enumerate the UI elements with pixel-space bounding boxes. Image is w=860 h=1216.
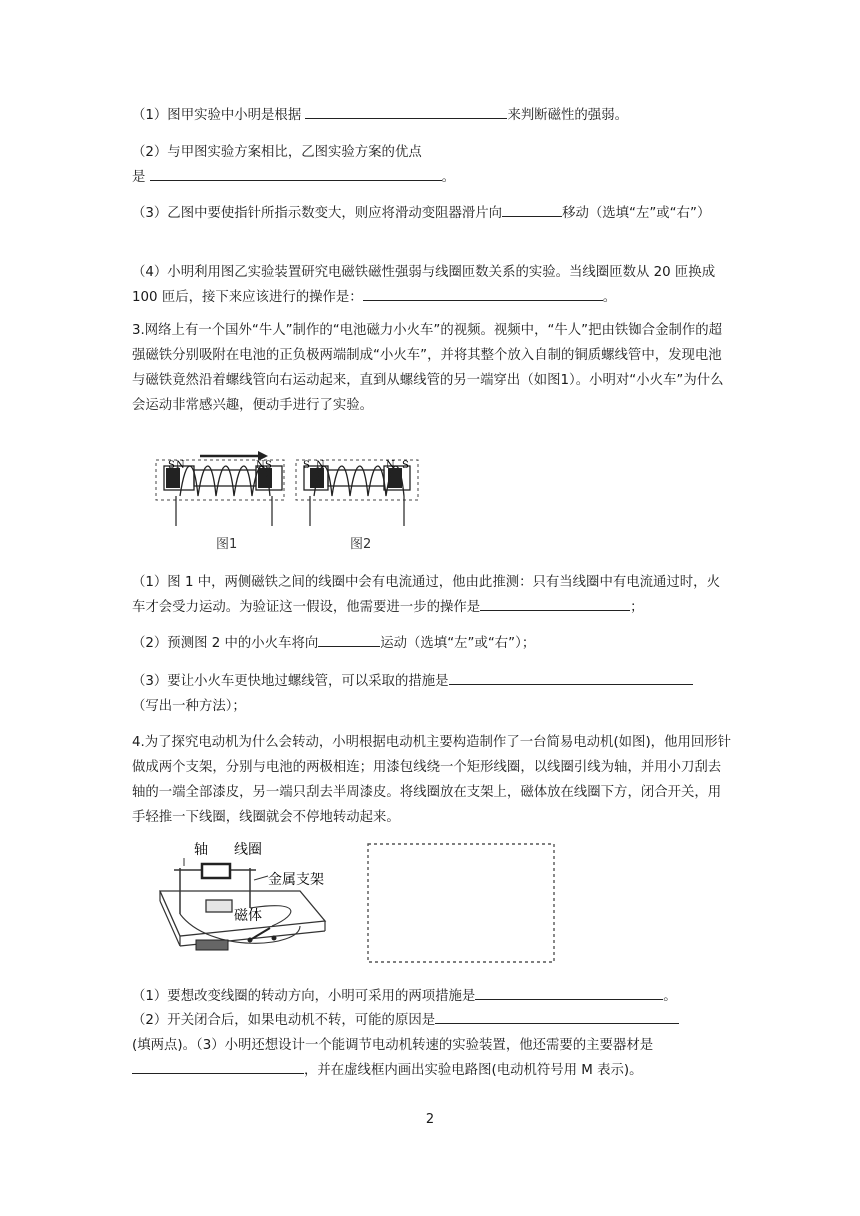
q2-item-3-text: （3）乙图中要使指针所指示数变大，则应将滑动变阻器滑片向 [132,206,503,221]
q3-item-1-text-end: ； [630,600,644,615]
q2-item-3-text-end: 移动（选填“左”或“右”） [562,206,711,221]
magnet [206,900,232,912]
fig1-pole-s-left: S [168,460,175,471]
q2-item-1 [132,103,732,128]
label-bracket: 金属支架 [268,872,324,888]
q2-item-2 [132,140,732,190]
coil [202,864,230,878]
q3-item-3-text: （3）要让小火车更快地过螺线管，可以采取的措施是 [132,674,449,689]
figure-1-label: 图1 [216,537,238,552]
q3-item-2 [132,631,732,656]
fig1-pole-n-right: N [256,460,265,471]
q4-item-1-text-end: 。 [663,989,677,1004]
q4-item-1 [132,984,732,1009]
q2-item-4 [132,260,732,310]
q3-item-2-blank[interactable] [318,631,380,647]
q4-item-2 [132,1008,732,1083]
fig2-pole-s-left: S [303,460,310,471]
q4-item-3-blank[interactable] [132,1058,304,1074]
figure-2 [296,460,418,552]
q4-item-3-text-end: ，并在虚线框内画出实验电路图(电动机符号用 M 表示)。 [304,1063,643,1078]
q2-item-3-blank[interactable] [502,201,562,217]
q2-item-3 [132,201,732,226]
q4-item-2-text-b: (填两点)。（3）小明还想设计一个能调节电动机转速的实验装置，他还需要的主要器材是 [132,1038,654,1053]
fig2-pole-n-right: N [386,460,395,471]
q2-item-2-text: （2）与甲图实验方案相比，乙图实验方案的优点 [132,145,422,160]
fig1-pole-s-right: S [265,460,272,471]
q3-item-1-text: （1）图 1 中，两侧磁铁之间的线圈中会有电流通过，他由此推测：只有当线圈中有电流通过时，火车才会受力运动。为验证这一假设，他需要进一步的操作是 [132,575,720,615]
train-figure [150,436,430,556]
q4-item-1-text: （1）要想改变线圈的转动方向，小明可采用的两项措施是 [132,989,476,1004]
q2-item-2-text-b: 是 [132,170,150,185]
q3-item-3-blank[interactable] [449,669,693,685]
fig2-pole-s-right: S [402,460,409,471]
label-axis: 轴 [194,842,208,858]
q2-item-1-text-end: 来判断磁性的强弱。 [507,108,628,123]
q3-stem: 3.网络上有一个国外“牛人”制作的“电池磁力小火车”的视频。视频中，“牛人”把由铁铷合金制作的超强磁铁分别吸附在电池的正负极两端制成“小火车”，并将其整个放入自制的铜质螺线管中，发现电池与磁铁竟然沿着螺线管向右运动起来，直到从螺线管的另一端穿出（如图1）。小明对“小火车”为什么会运动非常感兴趣，便动手进行了实验。 [132,323,724,413]
q3-item-3 [132,669,732,719]
motor-apparatus [160,841,325,950]
motor-figure [150,836,570,966]
figure-2-label: 图2 [350,537,372,552]
q3-item-1 [132,570,732,620]
figure-1 [156,451,284,552]
battery-icon [196,940,228,950]
q2-item-1-text: （1）图甲实验中小明是根据 [132,108,306,123]
q4-item-1-blank[interactable] [475,984,663,1000]
q3-item-2-text-end: 运动（选填“左”或“右”）； [380,636,536,651]
q3-item-2-text: （2）预测图 2 中的小火车将向 [132,636,319,651]
page-number: 2 [425,1112,435,1127]
q2-item-2-blank[interactable] [150,165,442,181]
q2-item-4-text: （4）小明利用图乙实验装置研究电磁铁磁性强弱与线圈匝数关系的实验。当线圈匝数从 20 匝换成 100 匝后，接下来应该进行的操作是： [132,265,716,305]
q4-item-2-blank[interactable] [435,1008,679,1024]
fig1-pole-n-left: N [176,460,185,471]
answer-box[interactable] [368,844,554,962]
label-magnet: 磁体 [234,908,262,924]
q4-stem: 4.为了探究电动机为什么会转动，小明根据电动机主要构造制作了一台简易电动机(如图)，他用回形针做成两个支架，分别与电池的两极相连；用漆包线绕一个矩形线圈，以线圈引线为轴，并用小刀刮去轴的一端全部漆皮，另一端只刮去半周漆皮。将线圈放在支架上，磁体放在线圈下方，闭合开关，用手轻推一下线圈，线圈就会不停地转动起来。 [132,735,732,825]
q3-item-3-text-end: （写出一种方法）； [132,699,246,714]
q4-item-2-text: （2）开关闭合后，如果电动机不转，可能的原因是 [132,1013,436,1028]
fig2-pole-n-left: N [316,460,325,471]
q2-item-4-blank[interactable] [363,285,603,301]
q2-item-2-text-end: 。 [441,170,456,185]
q2-item-4-text-end: 。 [602,290,617,305]
q3-item-1-blank[interactable] [480,595,630,611]
label-coil: 线圈 [234,842,262,858]
q2-item-1-blank[interactable] [305,103,507,119]
